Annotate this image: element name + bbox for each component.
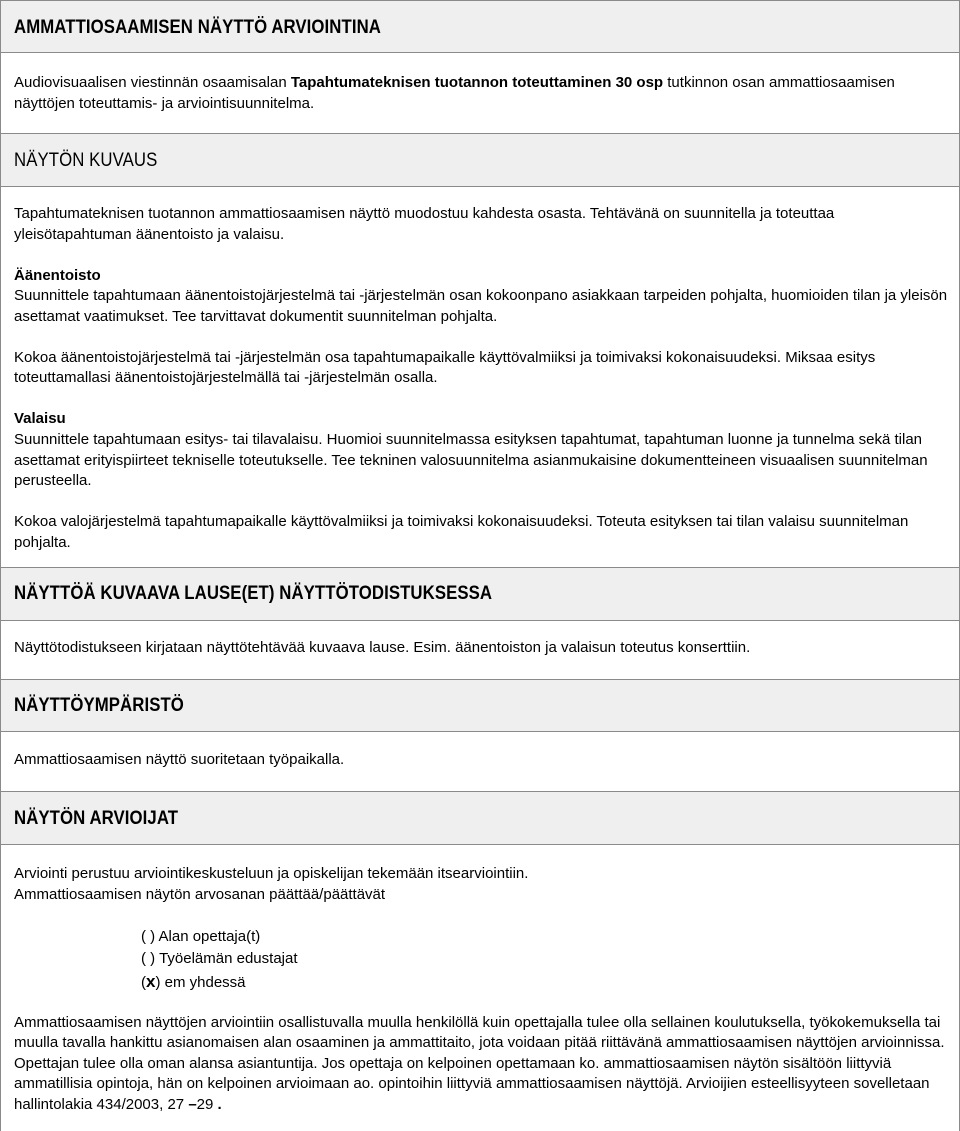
description-intro: Tapahtumateknisen tuotannon ammattiosaamisen näyttö muodostuu kahdesta osasta. Tehtävänä on suunnitella ja toteuttaa yleisötapahtuman äänentoisto ja valaisu. [14, 205, 835, 243]
intro-text-bold: Tapahtumateknisen tuotannon toteuttaminen 30 osp [290, 74, 664, 91]
section-header-certificate [0, 567, 960, 621]
dash: – [188, 1096, 197, 1114]
certificate-text: Näyttötodistukseen kirjataan näyttötehtävää kuvaava lause. Esim. äänentoiston ja valaisun toteutus konserttiin. [14, 639, 751, 656]
section-title: NÄYTTÖYMPÄRISTÖ [14, 694, 184, 716]
section-header-assessors [0, 791, 960, 845]
lighting-plan-text: Suunnittele tapahtumaan esitys- tai tilavalaisu. Huomioi suunnitelmassa esityksen tapahtumat, tapahtuman luonne ja tunnelma sekä tilan asettamat erityispiirteet tekniselle toteutukselle. Tee tekninen valosuunnitelma asianmukaisine dokumentteineen visuaalisen suunnitelman perusteella. [14, 430, 928, 490]
audio-heading: Äänentoisto [14, 266, 101, 284]
section-body-description [0, 186, 960, 568]
section-title: NÄYTTÖÄ KUVAAVA LAUSE(ET) NÄYTTÖTODISTUKSESSA [14, 582, 493, 604]
audio-block [14, 266, 949, 328]
lighting-build-text: Kokoa valojärjestelmä tapahtumapaikalle käyttövalmiiksi ja toimivaksi kokonaisuudeksi. Toteuta esityksen tai tilan valaisu suunnitelman pohjalta. [14, 513, 909, 551]
section-body-assessors [0, 844, 960, 1131]
description-content [14, 204, 949, 553]
section-body-assessment [0, 52, 960, 134]
assessors-final-paragraph: Ammattiosaamisen näyttöjen arviointiin osallistuvalla muulla henkilöllä kuin opettajalla tulee olla sellainen koulutuksella, työkokemuksella tai muulla tavalla hankittu asianomaisen alan osaaminen ja ammattitaito, jota voidaan pitää riittävänä ammattiosaamisen näyttöjen arvioinnissa. Opettajan tulee olla oman alansa asiantuntija. Jos opettaja on kelpoinen opettamaan ko. ammattiosaamisen näytön sisältöön liittyviä ammatillisia opintoja, hän on kelpoinen arvioimaan ao. opintoihin liittyviä ammattiosaamisen näyttöjä. Arvioijien esteellisyyteen sovelletaan hallintolakia 434/2003, 27 –29 . [14, 1013, 945, 1114]
option-checkbox: ( ) [141, 949, 156, 967]
section-title: AMMATTIOSAAMISEN NÄYTTÖ ARVIOINTINA [14, 16, 381, 38]
section-title: NÄYTÖN KUVAUS [14, 149, 158, 171]
intro-paragraph [14, 73, 949, 114]
environment-text: Ammattiosaamisen näyttö suoritetaan työpaikalla. [14, 751, 345, 768]
section-body-certificate [0, 620, 960, 680]
section-header-description [0, 133, 960, 187]
assessors-line-1: Arviointi perustuu arviointikeskusteluun ja opiskelijan tekemään itsearviointiin. [14, 865, 529, 882]
lighting-block [14, 409, 949, 491]
section-header-assessment [0, 0, 960, 53]
intro-text-pre: Audiovisuaalisen viestinnän osaamisalan [14, 74, 291, 91]
audio-plan-text: Suunnittele tapahtumaan äänentoistojärjestelmä tai -järjestelmän osan kokoonpano asiakkaan tarpeiden pohjalta, huomioiden tilan ja yleisön asettamat vaatimukset. Tee tarvittavat dokumentit suunnitelman pohjalta. [14, 287, 948, 325]
intro-text-post: tutkinnon osan ammattiosaamisen näyttöjen toteuttamis- ja arviointisuunnitelma. [14, 74, 895, 112]
section-header-environment [0, 679, 960, 732]
option-together [141, 971, 949, 994]
option-teachers [141, 926, 949, 948]
assessors-content [14, 864, 949, 1116]
audio-build-text: Kokoa äänentoistojärjestelmä tai -järjestelmän osa tapahtumapaikalle käyttövalmiiksi ja toimivaksi kokonaisuudeksi. Miksaa esitys toteuttamallasi äänentoistojärjestelmällä tai -järjestelmän osalla. [14, 348, 876, 387]
option-checkbox-checked: (x) [141, 972, 161, 992]
lighting-heading: Valaisu [14, 410, 66, 428]
option-label: Työelämän edustajat [159, 949, 298, 967]
section-body-environment [0, 731, 960, 792]
option-label: em yhdessä [164, 974, 246, 992]
assessors-line-2: Ammattiosaamisen näytön arvosanan päättää/päättävät [14, 885, 386, 903]
option-worklife [141, 948, 949, 970]
option-checkbox: ( ) [141, 928, 156, 946]
section-title: NÄYTÖN ARVIOIJAT [14, 807, 179, 829]
option-label: Alan opettaja(t) [158, 928, 261, 946]
